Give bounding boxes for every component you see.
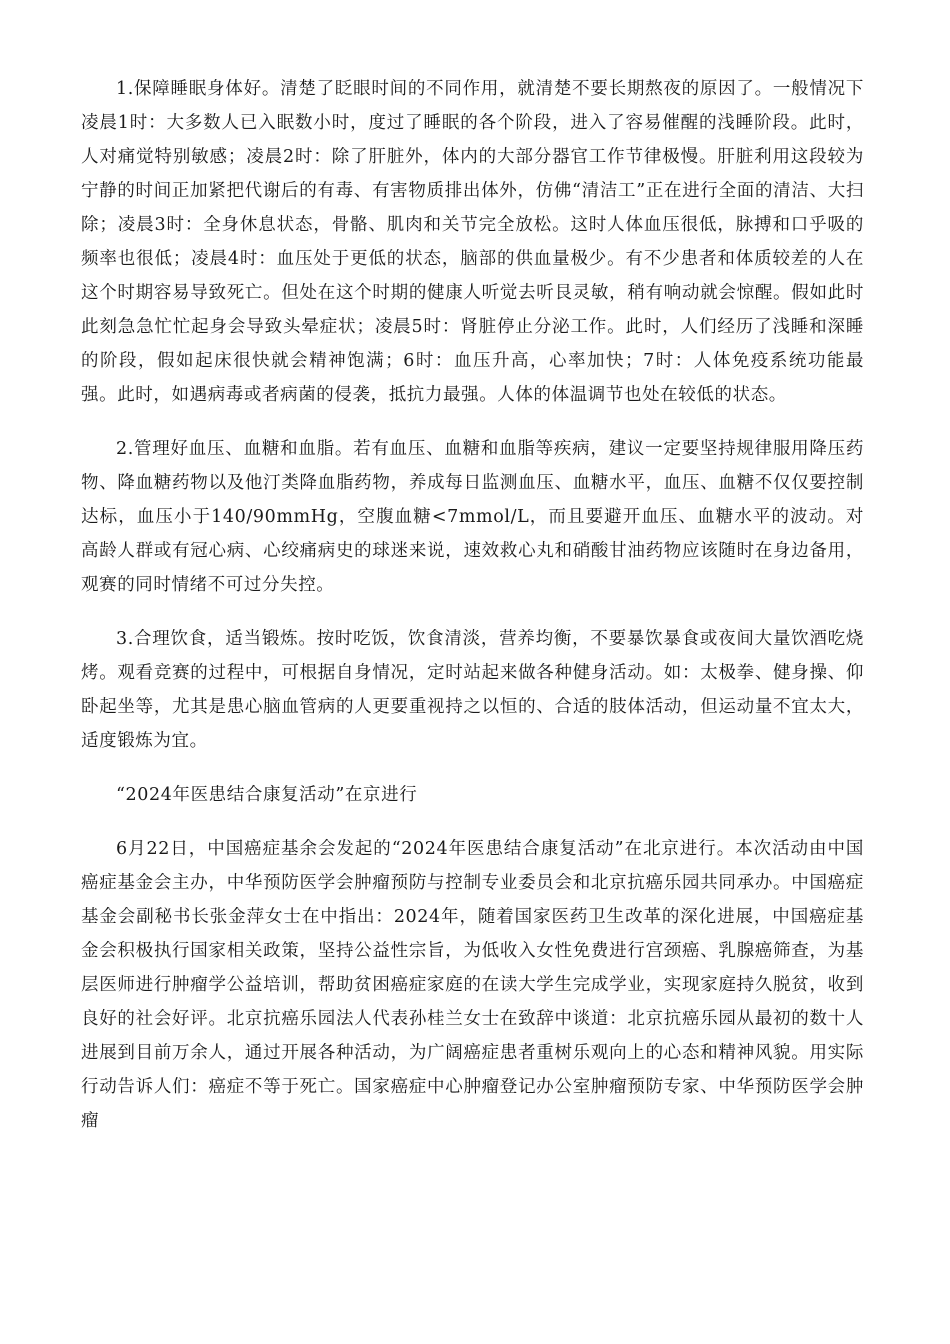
paragraph-blood-pressure: 2.管理好血压、血糖和血脂。若有血压、血糖和血脂等疾病，建议一定要坚持规律服用降压药物、降血糖药物以及他汀类降血脂药物，养成每日监测血压、血糖水平，血压、血糖不仅仅要控制达标，血压小于140/90mmHg，空腹血糖<7mmol/L，而且要避开血压、血糖水平的波动。对高龄人群或有冠心病、心绞痛病史的球迷来说，速效救心丸和硝酸甘油药物应该随时在身边备用，观赛的同时情绪不可过分失控。 [81, 439, 864, 595]
section-heading: “2024年医患结合康复活动”在京进行 [116, 785, 418, 805]
paragraph-diet-exercise: 3.合理饮食，适当锻炼。按时吃饭，饮食清淡，营养均衡，不要暴饮暴食或夜间大量饮酒吃烧烤。观看竞赛的过程中，可根据自身情况，定时站起来做各种健身活动。如：太极拳、健身操、仰卧起坐等，尤其是患心脑血管病的人更要重视持之以恒的、合适的肢体活动，但运动量不宜太大，适度锻炼为宜。 [81, 629, 864, 751]
paragraph-sleep: 1.保障睡眠身体好。清楚了眨眼时间的不同作用，就清楚不要长期熬夜的原因了。一般情况下凌晨1时：大多数人已入眠数小时，度过了睡眠的各个阶段，进入了容易催醒的浅睡阶段。此时，人对痛觉特别敏感；凌晨2时：除了肝脏外，体内的大部分器官工作节律极慢。肝脏利用这段较为宁静的时间正加紧把代谢后的有毒、有害物质排出体外，仿佛“清洁工”正在进行全面的清洁、大扫除；凌晨3时：全身休息状态，骨骼、肌肉和关节完全放松。这时人体血压很低，脉搏和口乎吸的频率也很低；凌晨4时：血压处于更低的状态，脑部的供血量极少。有不少患者和体质较差的人在这个时期容易导致死亡。但处在这个时期的健康人听觉去听艮灵敏，稍有响动就会惊醒。假如此时此刻急急忙忙起身会导致头晕症状；凌晨5时：肾脏停止分泌工作。此时，人们经历了浅睡和深睡的阶段，假如起床很快就会精神饱满；6时：血压升高，心率加快；7时：人体免疫系统功能最强。此时，如遇病毒或者病菌的侵袭，抵抗力最强。人体的体温调节也处在较低的状态。 [81, 79, 864, 405]
paragraph-activity-report: 6月22日，中国癌症基余会发起的“2024年医患结合康复活动”在北京进行。本次活动由中国癌症基金会主办，中华预防医学会肿瘤预防与控制专业委员会和北京抗癌乐园共同承办。中国癌症基金会副秘书长张金萍女士在中指出：2024年，随着国家医药卫生改革的深化进展，中国癌症基金会积极执行国家相关政策，坚持公益性宗旨，为低收入女性免费进行宫颈癌、乳腺癌筛查，为基层医师进行肿瘤学公益培训，帮助贫困癌症家庭的在读大学生完成学业，实现家庭持久脱贫，收到良好的社会好评。北京抗癌乐园法人代表孙桂兰女士在致辞中谈道：北京抗癌乐园从最初的数十人进展到目前万余人，通过开展各种活动，为广阔癌症患者重树乐观向上的心态和精神风貌。用实际行动告诉人们：癌症不等于死亡。国家癌症中心肿瘤登记办公室肿瘤预防专家、中华预防医学会肿瘤 [81, 839, 864, 1131]
